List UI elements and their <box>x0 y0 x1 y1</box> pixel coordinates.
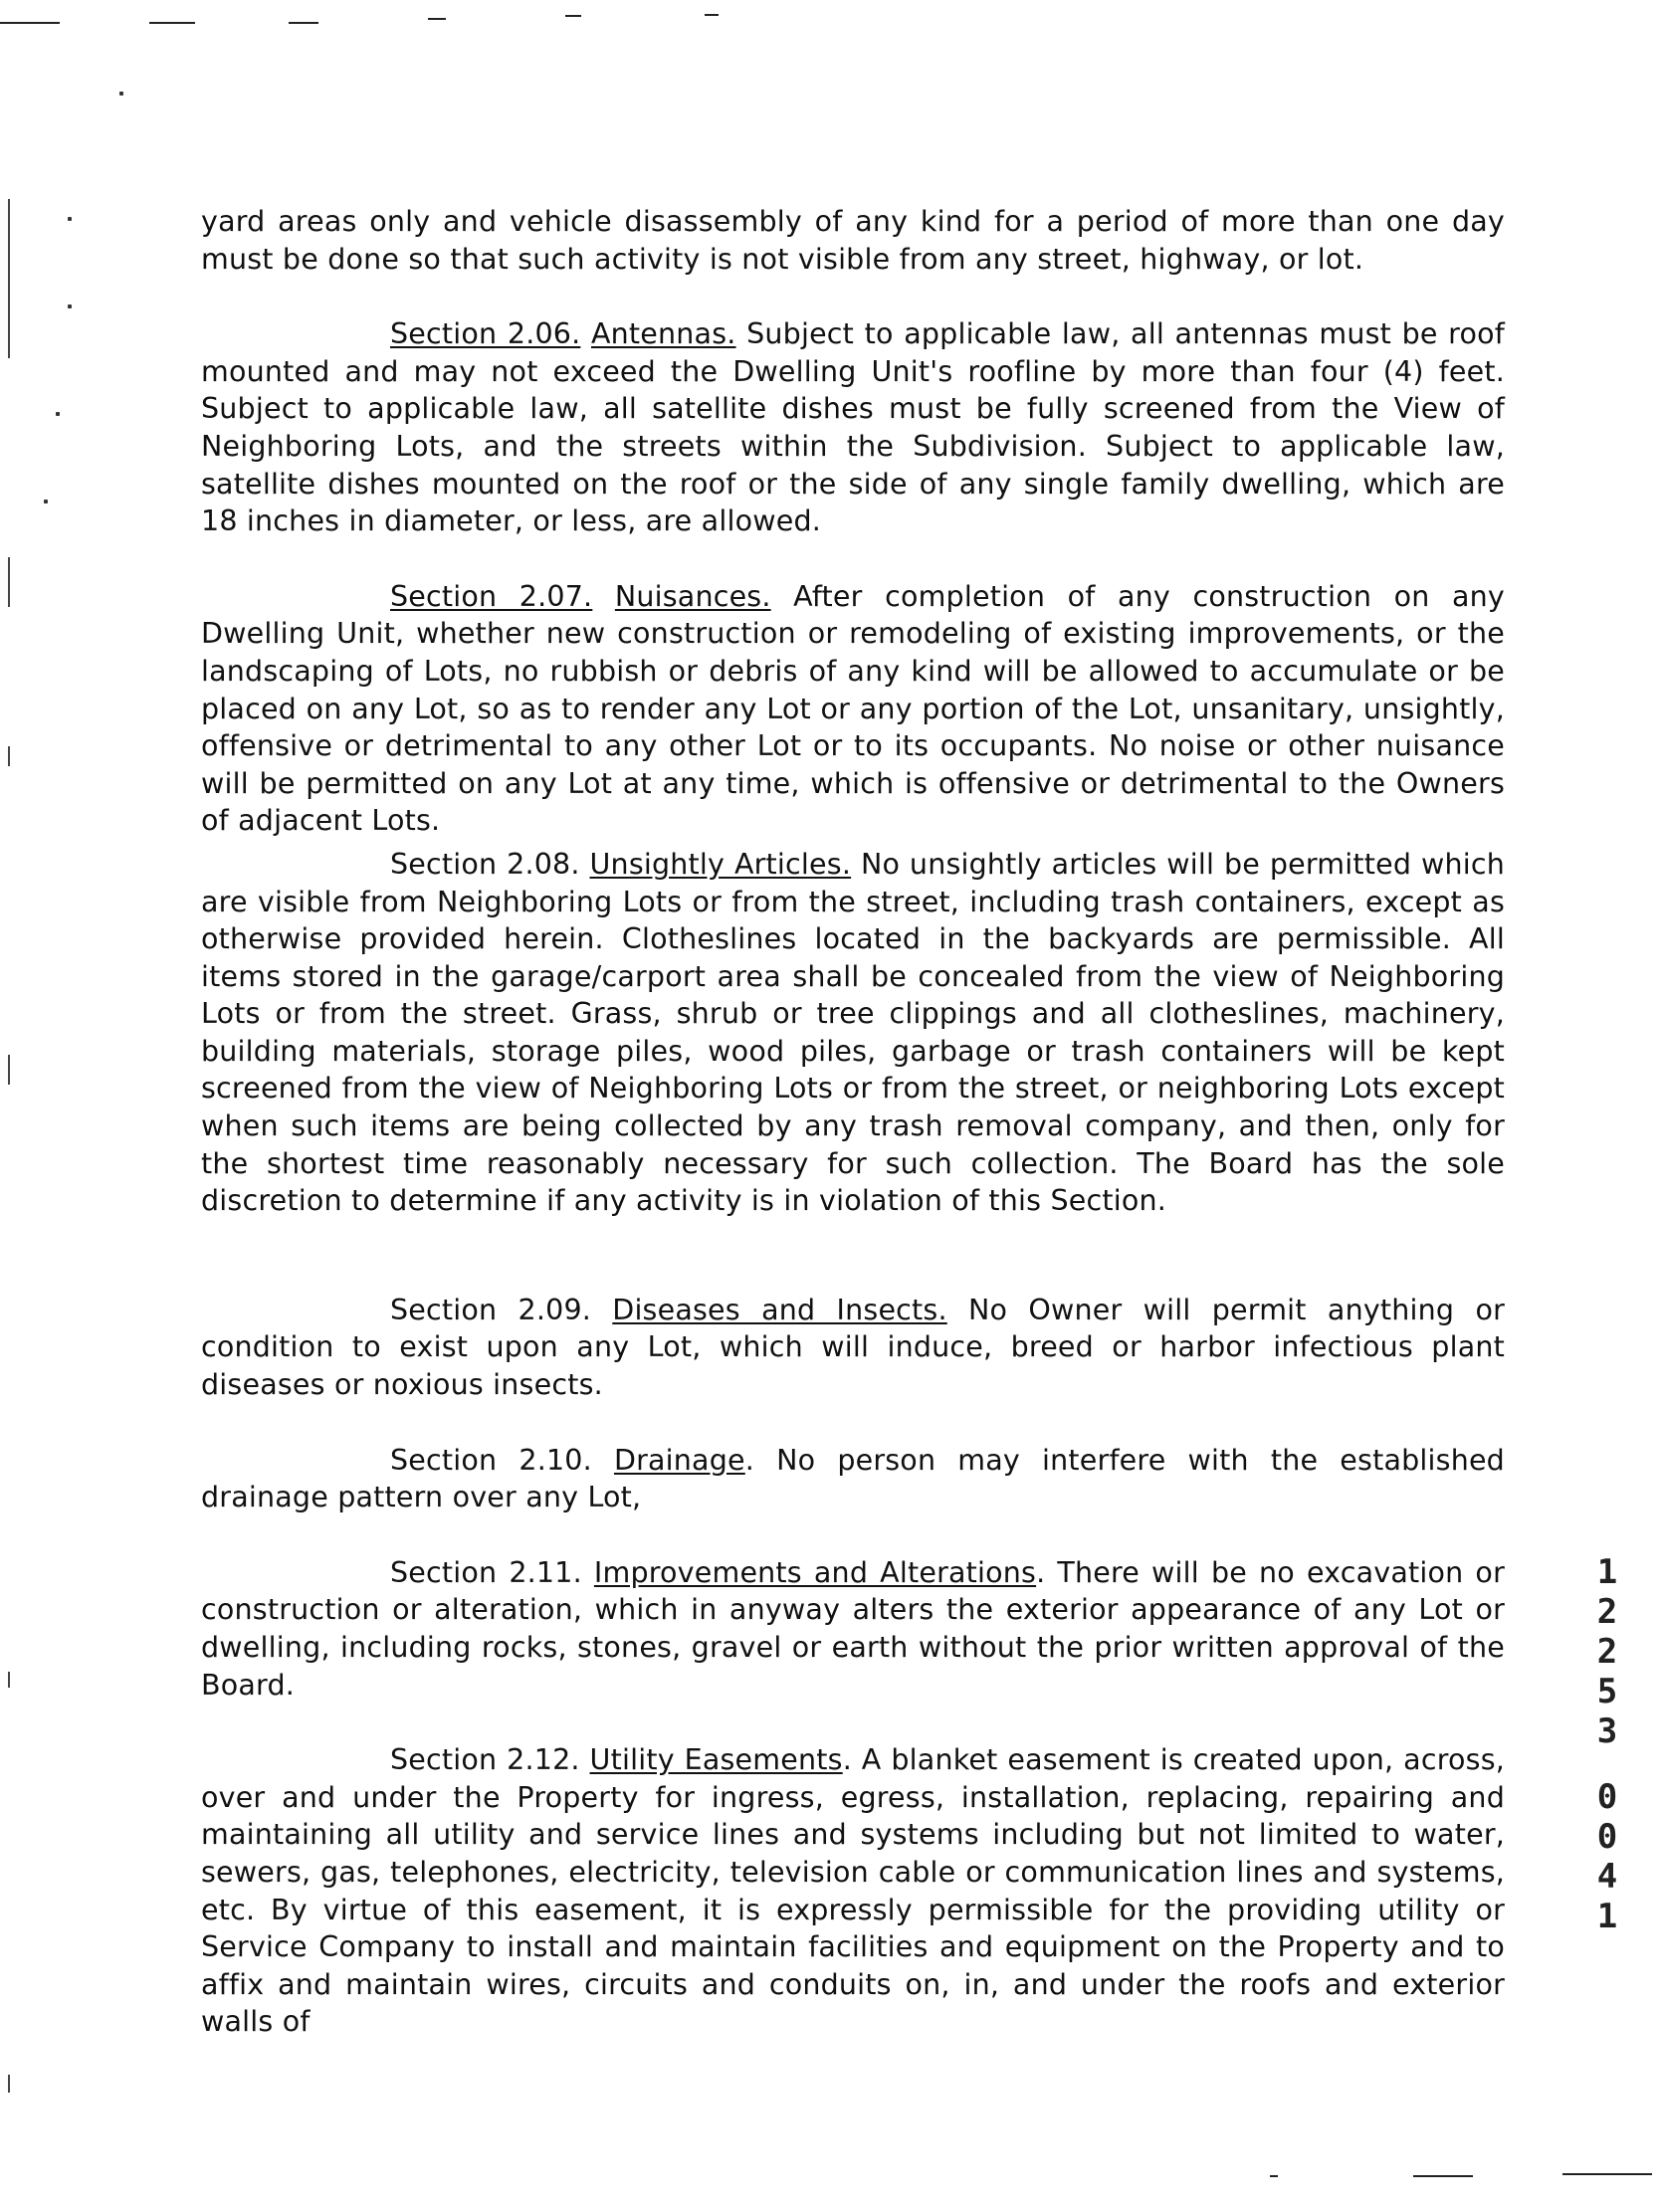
scan-dot-1 <box>119 92 123 96</box>
section-2-09 <box>201 1292 1505 1404</box>
section-2-08 <box>201 846 1505 1220</box>
scan-mark-top-6 <box>705 14 719 16</box>
scan-mark-bottom-3 <box>1562 2173 1652 2175</box>
stamp-digit: 4 <box>1596 1857 1618 1897</box>
scan-dot-3 <box>68 304 72 308</box>
scan-dot-2 <box>68 217 72 221</box>
section-number: Section 2.07. <box>390 579 593 613</box>
stamp-digit: 3 <box>1596 1711 1618 1751</box>
stamp-digit: 2 <box>1596 1632 1618 1672</box>
scan-dot-4 <box>56 412 60 416</box>
stamp-digit: 1 <box>1596 1552 1618 1592</box>
scan-mark-top-1 <box>0 22 60 24</box>
stamp-digit: 0 <box>1596 1817 1618 1857</box>
section-number: Section 2.10. <box>390 1443 592 1477</box>
scan-mark-top-2 <box>149 22 195 24</box>
stamp-digit: 0 <box>1596 1777 1618 1817</box>
scan-mark-left-1 <box>8 199 10 358</box>
scan-mark-bottom-2 <box>1413 2175 1473 2177</box>
section-2-12 <box>201 1741 1505 2041</box>
scan-mark-left-4 <box>8 746 10 766</box>
section-title: Drainage <box>613 1443 745 1477</box>
section-number: Section 2.06. <box>390 317 581 351</box>
section-number: Section 2.09. <box>390 1293 592 1326</box>
section-title: Antennas. <box>590 317 736 351</box>
section-2-07 <box>201 578 1505 840</box>
stamp-digit: 2 <box>1596 1592 1618 1632</box>
scan-mark-top-3 <box>289 22 318 24</box>
stamp-digit: 1 <box>1596 1897 1618 1936</box>
section-title: Nuisances. <box>614 579 771 613</box>
continuation-paragraph: yard areas only and vehicle disassembly of any kind for a period of more than one day must be done so that such activity is not visible from any street, highway, or lot. <box>201 205 1505 276</box>
section-title: Unsightly Articles. <box>589 847 852 881</box>
stamp-digit: 5 <box>1596 1672 1618 1711</box>
scan-mark-left-6 <box>8 1672 10 1688</box>
scan-mark-left-7 <box>8 2075 10 2093</box>
section-text: After completion of any construction on any Dwelling Unit, whether new construction or remodeling of existing improvements, or the landscaping of Lots, no rubbish or debris of any kind will be allowed to accumulate or be placed on any Lot, so as to render any Lot or any portion of the Lot, unsanitary, unsightly, offensive or detrimental to any other Lot or to its occupants. No noise or other nuisance will be permitted on any Lot at any time, which is offensive or detrimental to the Owners of adjacent Lots. <box>201 579 1505 838</box>
section-2-11 <box>201 1554 1505 1704</box>
section-text: . No person may interfere with the established drainage pattern over any Lot, <box>201 1443 1505 1514</box>
section-title: Improvements and Alterations <box>593 1555 1037 1589</box>
section-title: Diseases and Insects. <box>612 1293 947 1326</box>
section-text: No unsightly articles will be permitted which are visible from Neighboring Lots or from the street, including trash containers, except as otherwise provided herein. Clotheslines located in the backyards are permissible. All items stored in the garage/carport area shall be concealed from the view of Neighboring Lots or from the street. Grass, shrub or tree clippings and all clotheslines, machinery, building materials, storage piles, wood piles, garbage or trash containers will be kept screened from the view of Neighboring Lots or from the street, or neighboring Lots except when such items are being collected by any trash removal company, and then, only for the shortest time reasonably necessary for such collection. The Board has the sole discretion to determine if any activity is in violation of this Section. <box>201 847 1505 1218</box>
section-text: . A blanket easement is created upon, across, over and under the Property for ingress, egress, installation, replacing, repairing and maintaining all utility and service lines and systems including but not limited to water, sewers, gas, telephones, electricity, television cable or communication lines and systems, etc. By virtue of this easement, it is expressly permissible for the providing utility or Service Company to install and maintain facilities and equipment on the Property and to affix and maintain wires, circuits and conduits on, in, and under the roofs and exterior walls of <box>201 1743 1505 2039</box>
document-body <box>201 203 1505 2041</box>
section-title: Utility Easements <box>589 1743 843 1777</box>
section-2-06 <box>201 315 1505 540</box>
scan-dot-5 <box>44 500 48 503</box>
section-number: Section 2.11. <box>390 1555 582 1589</box>
section-text: Subject to applicable law, all antennas must be roof mounted and may not exceed the Dwelling Unit's roofline by more than four (4) feet. Subject to applicable law, all satellite dishes must be fully screened from the View of Neighboring Lots, and the streets within the Subdivision. Subject to applicable law, satellite dishes mounted on the roof or the side of any single family dwelling, which are 18 inches in diameter, or less, are allowed. <box>201 317 1505 538</box>
scan-mark-left-3 <box>8 587 10 607</box>
scan-mark-top-4 <box>428 18 446 20</box>
section-number: Section 2.08. <box>390 847 580 881</box>
scan-mark-left-5 <box>8 1055 10 1085</box>
recording-number-stamp <box>1592 1552 1622 1936</box>
section-text: . There will be no excavation or construction or alteration, which in anyway alters the exterior appearance of any Lot or dwelling, including rocks, stones, gravel or earth without the prior written approval of the Board. <box>201 1555 1505 1702</box>
stamp-spacer <box>1592 1751 1622 1777</box>
section-text: No Owner will permit anything or condition to exist upon any Lot, which will induce, breed or harbor infectious plant diseases or noxious insects. <box>201 1293 1505 1402</box>
section-2-10 <box>201 1442 1505 1516</box>
section-number: Section 2.12. <box>390 1743 580 1777</box>
scan-mark-top-5 <box>565 15 581 17</box>
scan-mark-bottom-1 <box>1270 2175 1278 2177</box>
